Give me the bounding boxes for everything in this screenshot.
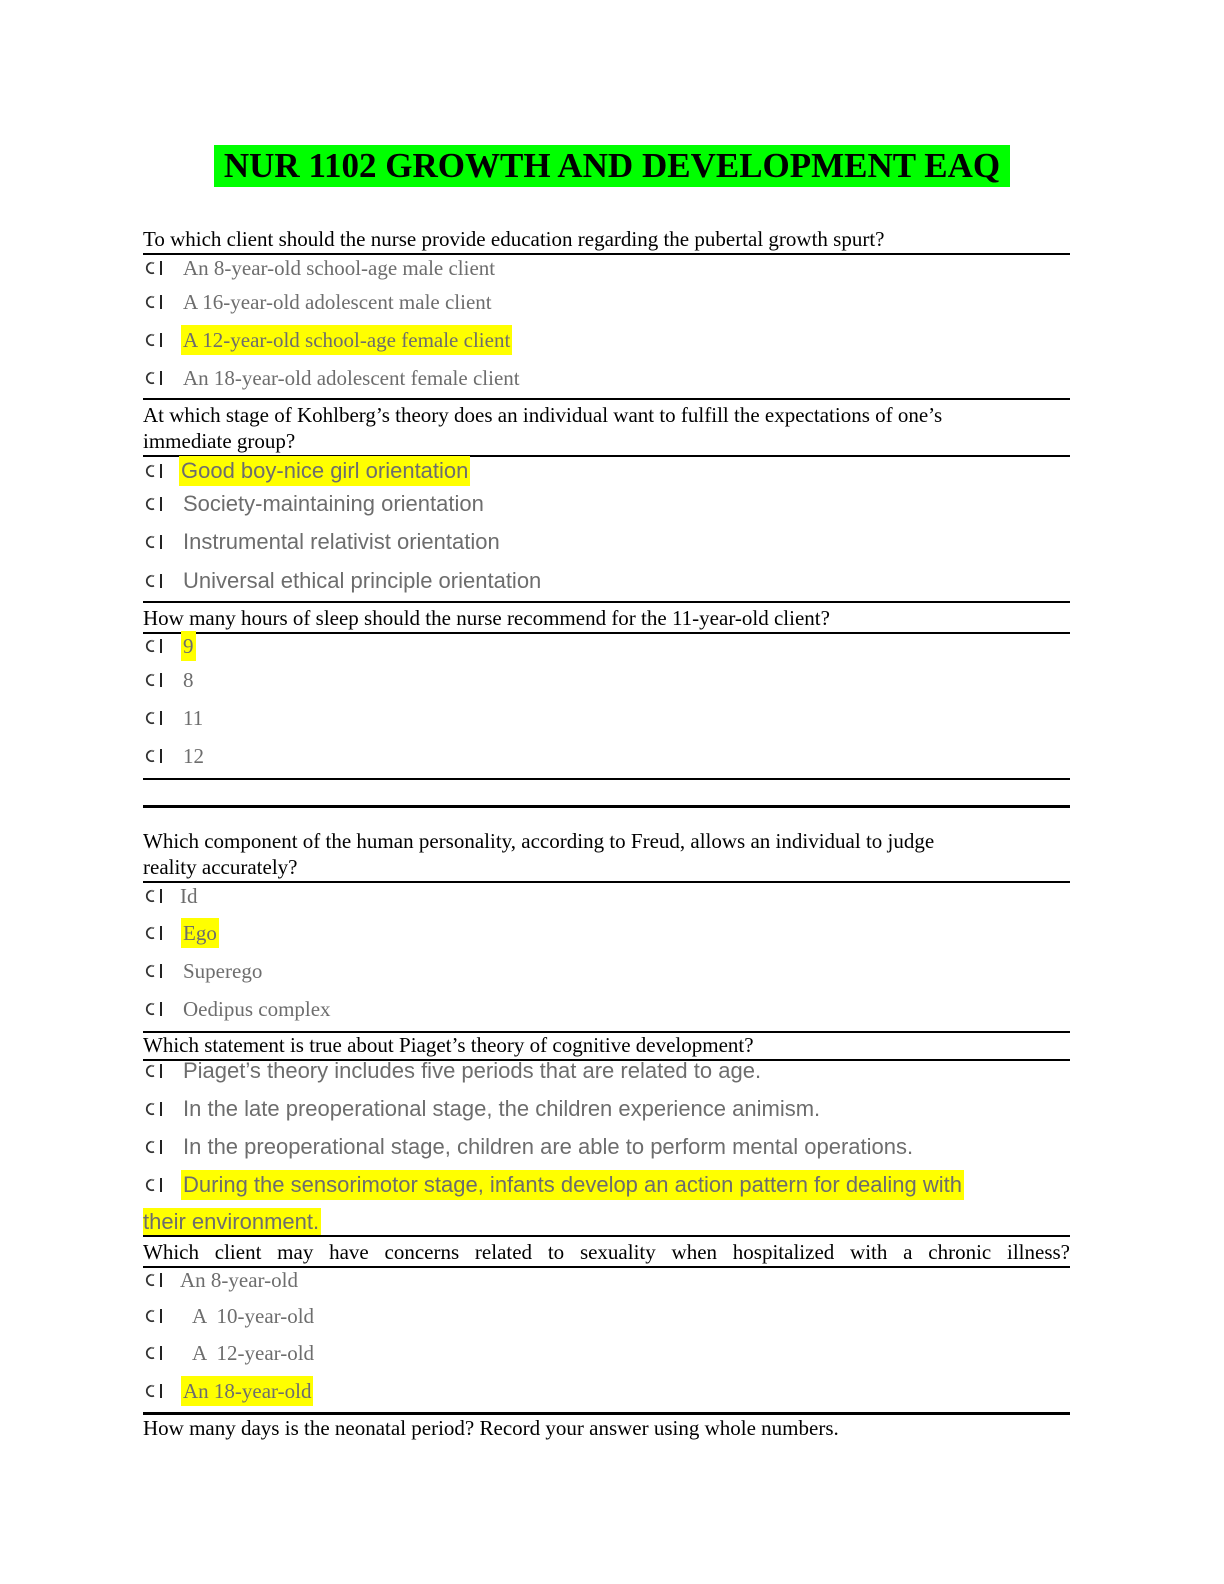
divider <box>143 398 1070 400</box>
option-label-highlighted: 9 <box>181 631 196 661</box>
option-label: An 8-year-old school-age male client <box>183 256 496 280</box>
option-label: 11 <box>183 706 204 730</box>
q5-option-4-continued: their environment. <box>143 1209 320 1234</box>
option-label-highlighted: Good boy-nice girl orientation <box>179 456 470 486</box>
option-label: A 16-year-old adolescent male client <box>183 290 492 314</box>
question-4-line-2: reality accurately? <box>143 855 298 879</box>
radio-button-icon[interactable] <box>145 1383 165 1399</box>
option-label-highlighted: During the sensorimotor stage, infants develop an action pattern for dealing with <box>181 1170 964 1200</box>
radio-button-icon[interactable] <box>145 1139 165 1155</box>
radio-button-icon[interactable] <box>145 1345 165 1361</box>
divider <box>143 805 1070 808</box>
option-label: In the late preoperational stage, the children experience animism. <box>183 1096 821 1121</box>
radio-button-icon[interactable] <box>145 294 165 310</box>
option-label: Universal ethical principle orientation <box>183 568 542 593</box>
question-5: Which statement is true about Piaget’s theory of cognitive development? <box>143 1032 1070 1061</box>
option-label: 12 <box>183 744 204 768</box>
question-2-line-2: immediate group? <box>143 429 296 453</box>
radio-button-icon[interactable] <box>145 638 165 654</box>
divider <box>143 1235 1070 1237</box>
option-label: Id <box>180 884 198 908</box>
option-label: An 8-year-old <box>180 1268 298 1292</box>
question-2-line-1: At which stage of Kohlberg’s theory does an individual want to fulfill the expectations of one’s <box>143 403 943 427</box>
radio-button-icon[interactable] <box>145 463 165 479</box>
radio-button-icon[interactable] <box>145 1063 165 1079</box>
radio-button-icon[interactable] <box>145 1272 165 1288</box>
option-label: In the preoperational stage, children are able to perform mental operations. <box>183 1134 914 1159</box>
radio-button-icon[interactable] <box>145 260 165 276</box>
question-4 <box>143 828 1070 883</box>
option-label: 8 <box>183 668 194 692</box>
divider <box>143 601 1070 603</box>
radio-button-icon[interactable] <box>145 534 165 550</box>
option-label-highlighted: An 18-year-old <box>181 1376 313 1406</box>
radio-button-icon[interactable] <box>145 496 165 512</box>
option-label: Piaget’s theory includes five periods that are related to age. <box>183 1058 762 1083</box>
radio-button-icon[interactable] <box>145 1001 165 1017</box>
radio-button-icon[interactable] <box>145 925 165 941</box>
radio-button-icon[interactable] <box>145 1101 165 1117</box>
divider <box>143 778 1070 780</box>
radio-button-icon[interactable] <box>145 672 165 688</box>
option-label: Instrumental relativist orientation <box>183 529 500 554</box>
radio-button-icon[interactable] <box>145 710 165 726</box>
question-6: Which client may have concerns related to sexuality when hospitalized with a chronic illness? <box>143 1239 1070 1268</box>
document-title: NUR 1102 GROWTH AND DEVELOPMENT EAQ <box>214 145 1010 187</box>
option-label: Society-maintaining orientation <box>183 491 484 516</box>
radio-button-icon[interactable] <box>145 1308 165 1324</box>
option-label: Oedipus complex <box>183 997 331 1021</box>
question-2 <box>143 402 1070 457</box>
option-label: A 10-year-old <box>192 1304 315 1328</box>
option-label: An 18-year-old adolescent female client <box>183 366 520 390</box>
radio-button-icon[interactable] <box>145 332 165 348</box>
radio-button-icon[interactable] <box>145 1177 165 1193</box>
option-label-highlighted: A 12-year-old school-age female client <box>181 325 512 355</box>
option-label: A 12-year-old <box>192 1341 315 1365</box>
radio-button-icon[interactable] <box>145 888 165 904</box>
radio-button-icon[interactable] <box>145 370 165 386</box>
question-4-line-1: Which component of the human personality, according to Freud, allows an individual to judge <box>143 829 935 853</box>
radio-button-icon[interactable] <box>145 748 165 764</box>
option-label: Superego <box>183 959 263 983</box>
question-3: How many hours of sleep should the nurse recommend for the 11-year-old client? <box>143 605 1070 634</box>
question-1: To which client should the nurse provide education regarding the pubertal growth spurt? <box>143 226 1070 255</box>
question-7: How many days is the neonatal period? Record your answer using whole numbers. <box>143 1416 839 1440</box>
radio-button-icon[interactable] <box>145 573 165 589</box>
radio-button-icon[interactable] <box>145 963 165 979</box>
option-label-highlighted: Ego <box>181 918 219 948</box>
